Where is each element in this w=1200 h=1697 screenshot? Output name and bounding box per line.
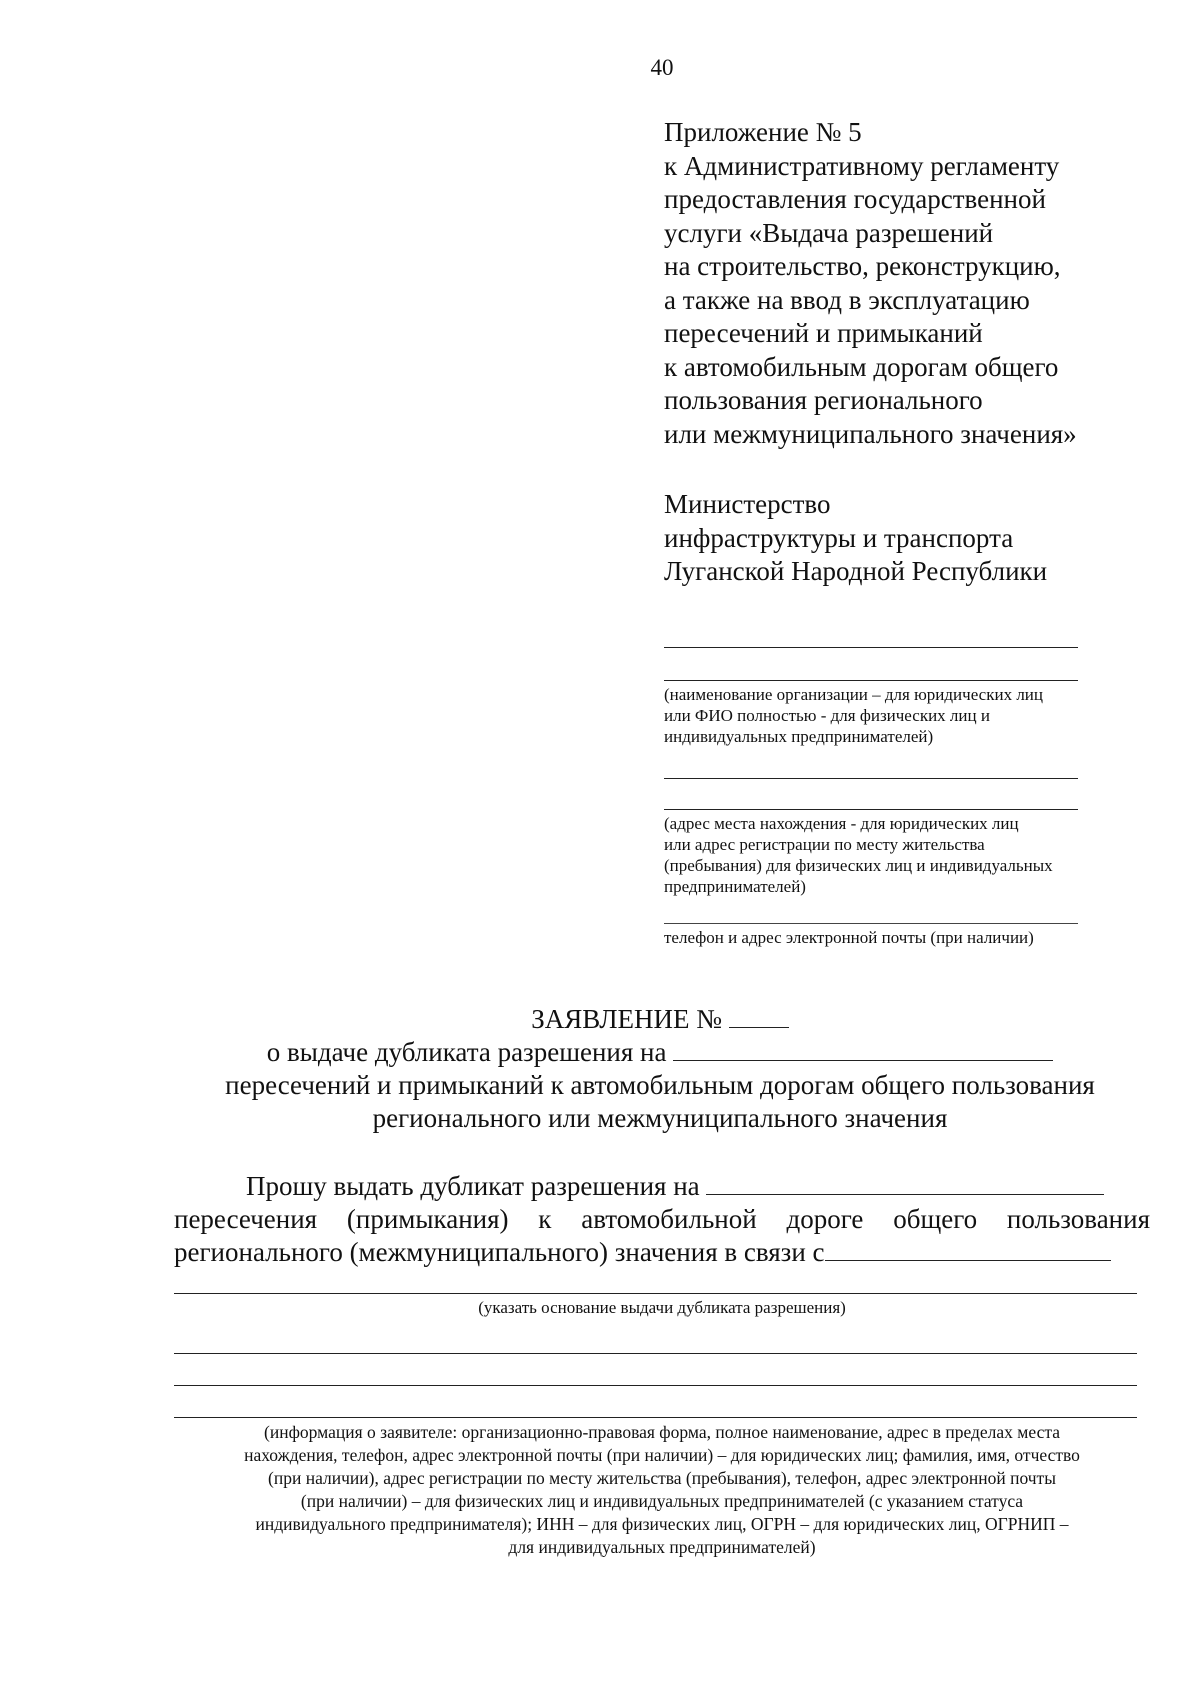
statement-title: ЗАЯВЛЕНИЕ № — [531, 1004, 723, 1034]
applicant-info-line-3[interactable] — [174, 1417, 1137, 1418]
note-line: или адрес регистрации по месту жительства — [664, 835, 985, 854]
note-line: (пребывания) для физических лиц и индивидуальных — [664, 856, 1053, 875]
info-note-line: (при наличии) – для физических лиц и индивидуальных предпринимателей (с указанием статуса — [300, 1491, 1024, 1511]
statement-subtitle-line2: пересечений и примыканий к автомобильным дорогам общего пользования — [225, 1070, 1095, 1100]
reason-blank[interactable] — [825, 1238, 1111, 1261]
applicant-contact-note: телефон и адрес электронной почты (при наличии) — [664, 928, 1034, 947]
request-line-1 — [174, 1170, 1150, 1203]
applicant-name-note — [664, 684, 1124, 747]
reason-note: (указать основание выдачи дубликата разрешения) — [478, 1298, 846, 1317]
applicant-name-line-1[interactable] — [664, 647, 1078, 648]
addressee-line: инфраструктуры и транспорта — [664, 522, 1014, 553]
info-note-line: (при наличии), адрес регистрации по месту жительства (пребывания), телефон, адрес электронной почты — [268, 1468, 1056, 1488]
request-permit-blank[interactable] — [706, 1172, 1104, 1195]
appendix-line: а также на ввод в эксплуатацию — [664, 284, 1030, 315]
applicant-info-note — [174, 1421, 1150, 1559]
info-note-line: (информация о заявителе: организационно-правовая форма, полное наименование, адрес в пределах места — [264, 1422, 1060, 1442]
request-line-3 — [174, 1236, 1150, 1269]
appendix-line: Приложение № 5 — [664, 117, 862, 147]
applicant-info-line-1[interactable] — [174, 1353, 1137, 1354]
addressee-line: Луганской Народной Республики — [664, 556, 1048, 586]
appendix-line: к автомобильным дорогам общего — [664, 351, 1059, 382]
applicant-info-line-2[interactable] — [174, 1385, 1137, 1386]
permit-type-blank[interactable] — [673, 1038, 1053, 1061]
request-line-2: пересечения (примыкания) к автомобильной дороге общего пользования — [174, 1204, 1150, 1234]
note-line: индивидуальных предпринимателей) — [664, 727, 934, 746]
note-line: (адрес места нахождения - для юридических лиц — [664, 814, 1019, 833]
statement-subtitle-line3: регионального или межмуниципального значения — [372, 1103, 948, 1133]
note-line: предпринимателей) — [664, 877, 806, 896]
info-note-line: нахождения, телефон, адрес электронной почты (при наличии) – для юридических лиц; фамилия, имя, отчество — [244, 1445, 1080, 1465]
note-line: (наименование организации – для юридических лиц — [664, 685, 1044, 704]
info-note-line: индивидуального предпринимателя); ИНН – для физических лиц, ОГРН – для юридических лиц, ОГРНИП – — [255, 1514, 1069, 1534]
statement-subtitle-row — [160, 1036, 1160, 1069]
statement-title-row — [160, 1003, 1160, 1036]
request-line-3-text: регионального (межмуниципального) значения в связи с — [174, 1237, 825, 1267]
statement-number-blank[interactable] — [729, 1005, 789, 1028]
appendix-line: пересечений и примыканий — [664, 318, 983, 348]
request-paragraph — [174, 1170, 1150, 1269]
appendix-line: предоставления государственной — [664, 184, 1046, 214]
appendix-line: пользования регионального — [664, 385, 983, 415]
appendix-line: на строительство, реконструкцию, — [664, 251, 1061, 281]
statement-title-block — [160, 1003, 1160, 1135]
addressee-block — [664, 488, 1164, 589]
note-line: или ФИО полностью - для физических лиц и — [664, 706, 990, 725]
addressee-line: Министерство — [664, 489, 831, 519]
applicant-address-note — [664, 813, 1124, 897]
statement-subtitle-prefix: о выдаче дубликата разрешения на — [266, 1037, 667, 1067]
info-note-line: для индивидуальных предпринимателей) — [508, 1537, 816, 1557]
applicant-contact-line[interactable] — [664, 923, 1078, 924]
appendix-line: или межмуниципального значения» — [664, 418, 1077, 449]
page-number: 40 — [650, 55, 674, 80]
request-line-1-text: Прошу выдать дубликат разрешения на — [246, 1171, 700, 1201]
applicant-address-line-1[interactable] — [664, 778, 1078, 779]
appendix-line: услуги «Выдача разрешений — [664, 217, 994, 248]
applicant-address-line-2[interactable] — [664, 809, 1078, 810]
applicant-name-line-2[interactable] — [664, 680, 1078, 681]
reason-line-1[interactable] — [174, 1293, 1137, 1294]
appendix-header — [664, 116, 1164, 451]
appendix-line: к Административному регламенту — [664, 150, 1060, 181]
